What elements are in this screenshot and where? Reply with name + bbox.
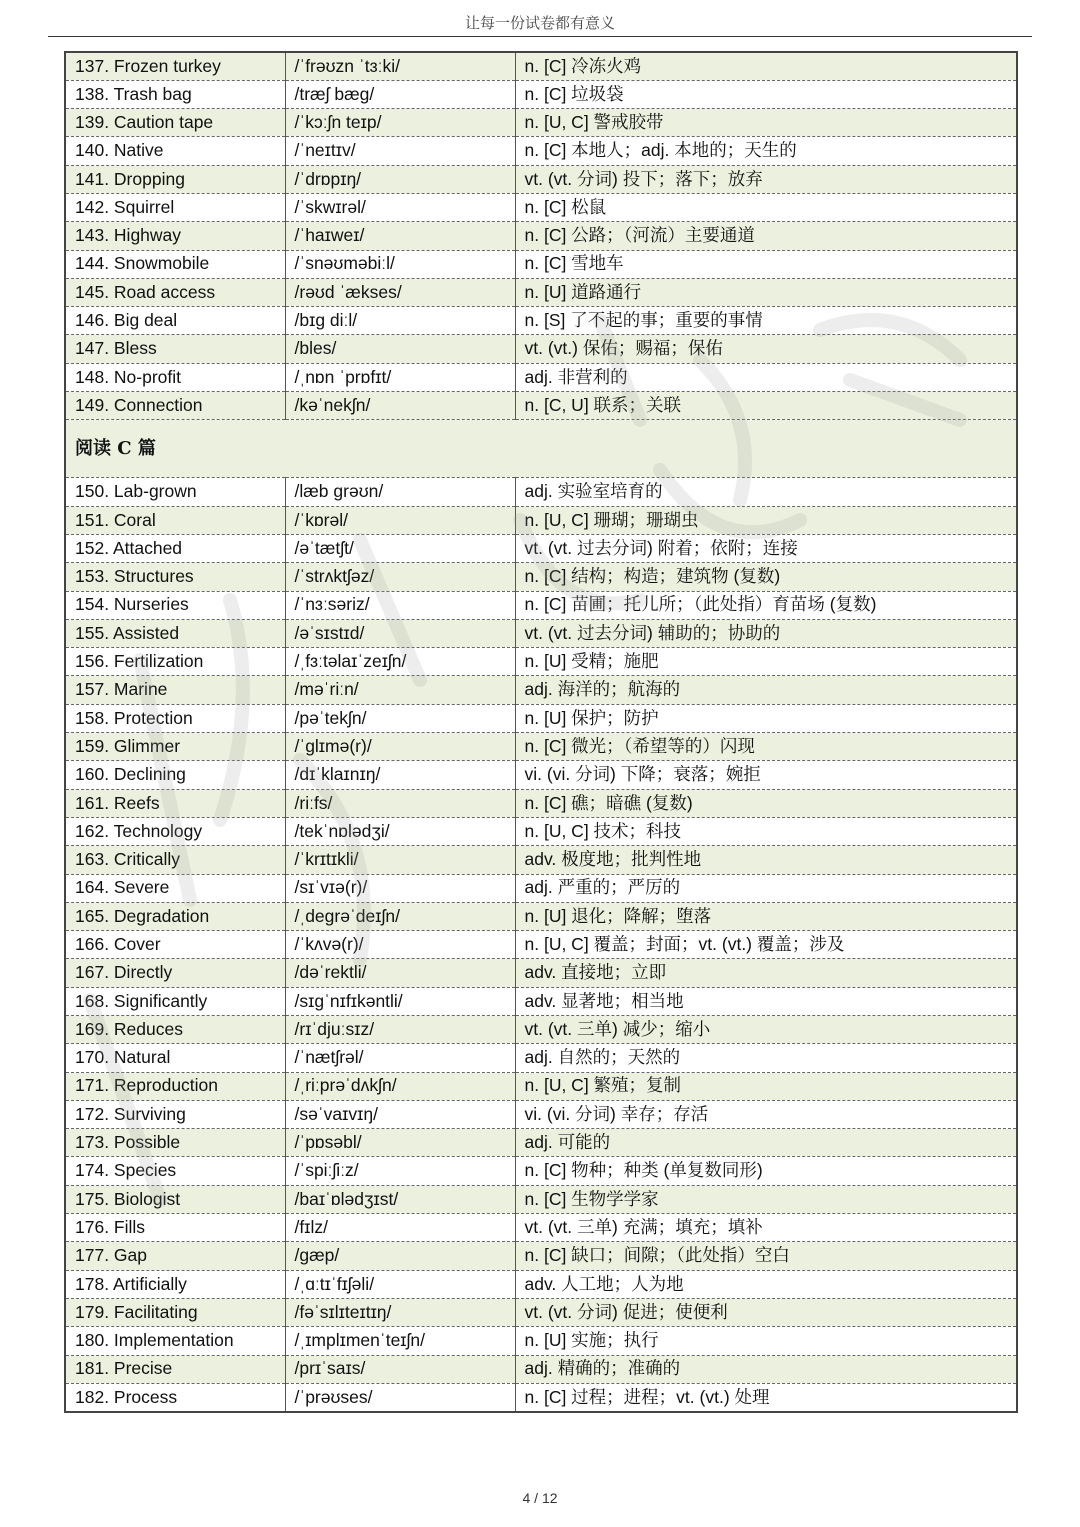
table-row [65,563,1017,591]
table-row [65,1044,1017,1072]
table-row [65,222,1017,250]
phonetic-cell: /ˈstrʌktʃəz/ [285,563,515,591]
word-cell: 174. Species [65,1157,285,1185]
page-total: 12 [541,1490,558,1506]
phonetic-cell: /læb grəʊn/ [285,478,515,506]
phonetic-cell: /dɪˈklaɪnɪŋ/ [285,761,515,789]
meaning-cell: n. [C] 微光；（希望等的）闪现 [515,733,1017,761]
phonetic-cell: /ˈglɪmə(r)/ [285,733,515,761]
phonetic-cell: /prɪˈsaɪs/ [285,1355,515,1383]
meaning-cell: n. [U] 保护；防护 [515,704,1017,732]
meaning-cell: n. [C] 结构；构造；建筑物 (复数) [515,563,1017,591]
phonetic-cell: /ˌfɜːtəlaɪˈzeɪʃn/ [285,648,515,676]
word-cell: 176. Fills [65,1214,285,1242]
meaning-cell: n. [U] 道路通行 [515,278,1017,306]
word-cell: 165. Degradation [65,902,285,930]
phonetic-cell: /əˈsɪstɪd/ [285,619,515,647]
table-row [65,1157,1017,1185]
table-row [65,1383,1017,1411]
table-row [65,874,1017,902]
section-title: 阅读 C 篇 [65,420,1017,478]
word-cell: 175. Biologist [65,1185,285,1213]
word-cell: 157. Marine [65,676,285,704]
meaning-cell: n. [U, C] 警戒胶带 [515,109,1017,137]
phonetic-cell: /tekˈnɒlədʒi/ [285,817,515,845]
word-cell: 142. Squirrel [65,193,285,221]
word-cell: 138. Trash bag [65,80,285,108]
table-row [65,1327,1017,1355]
phonetic-cell: /baɪˈɒlədʒɪst/ [285,1185,515,1213]
word-cell: 143. Highway [65,222,285,250]
phonetic-cell: /məˈriːn/ [285,676,515,704]
table-row [65,1072,1017,1100]
meaning-cell: adj. 实验室培育的 [515,478,1017,506]
meaning-cell: vt. (vt. 过去分词) 附着；依附；连接 [515,534,1017,562]
word-cell: 162. Technology [65,817,285,845]
word-cell: 182. Process [65,1383,285,1411]
word-cell: 164. Severe [65,874,285,902]
meaning-cell: adj. 严重的；严厉的 [515,874,1017,902]
word-cell: 163. Critically [65,846,285,874]
meaning-cell: adv. 极度地；批判性地 [515,846,1017,874]
word-cell: 140. Native [65,137,285,165]
table-row [65,648,1017,676]
word-cell: 160. Declining [65,761,285,789]
table-row [65,165,1017,193]
meaning-cell: n. [U] 受精；施肥 [515,648,1017,676]
meaning-cell: n. [C] 过程；进程；vt. (vt.) 处理 [515,1383,1017,1411]
word-cell: 156. Fertilization [65,648,285,676]
meaning-cell: vi. (vi. 分词) 幸存；存活 [515,1100,1017,1128]
phonetic-cell: /ˌriːprəˈdʌkʃn/ [285,1072,515,1100]
phonetic-cell: /riːfs/ [285,789,515,817]
table-row [65,591,1017,619]
meaning-cell: n. [C] 雪地车 [515,250,1017,278]
word-cell: 154. Nurseries [65,591,285,619]
table-row [65,392,1017,420]
phonetic-cell: /ˈneɪtɪv/ [285,137,515,165]
table-row [65,1242,1017,1270]
table-row [65,959,1017,987]
word-cell: 148. No-profit [65,363,285,391]
table-row [65,193,1017,221]
word-cell: 173. Possible [65,1129,285,1157]
word-cell: 166. Cover [65,931,285,959]
table-row [65,704,1017,732]
word-cell: 172. Surviving [65,1100,285,1128]
meaning-cell: n. [C] 垃圾袋 [515,80,1017,108]
word-cell: 161. Reefs [65,789,285,817]
phonetic-cell: /ˈdrɒpɪŋ/ [285,165,515,193]
meaning-cell: adj. 海洋的；航海的 [515,676,1017,704]
word-cell: 178. Artificially [65,1270,285,1298]
phonetic-cell: /ˈspiːʃiːz/ [285,1157,515,1185]
table-row [65,478,1017,506]
phonetic-cell: /ˈnɜːsəriz/ [285,591,515,619]
section-header-row [65,420,1017,478]
phonetic-cell: /ˈsnəʊməbiːl/ [285,250,515,278]
phonetic-cell: /fəˈsɪlɪteɪtɪŋ/ [285,1298,515,1326]
meaning-cell: n. [C, U] 联系；关联 [515,392,1017,420]
meaning-cell: adj. 精确的；准确的 [515,1355,1017,1383]
word-cell: 177. Gap [65,1242,285,1270]
table-row [65,250,1017,278]
phonetic-cell: /ˈkʌvə(r)/ [285,931,515,959]
meaning-cell: n. [C] 缺口；间隙；（此处指）空白 [515,1242,1017,1270]
word-cell: 155. Assisted [65,619,285,647]
word-cell: 168. Significantly [65,987,285,1015]
word-cell: 171. Reproduction [65,1072,285,1100]
phonetic-cell: /ˈkrɪtɪkli/ [285,846,515,874]
phonetic-cell: /ˈnætʃrəl/ [285,1044,515,1072]
table-row [65,109,1017,137]
meaning-cell: n. [U] 实施；执行 [515,1327,1017,1355]
word-cell: 146. Big deal [65,307,285,335]
page-header: 让每一份试卷都有意义 [464,14,615,32]
phonetic-cell: /əˈtætʃt/ [285,534,515,562]
table-row [65,1298,1017,1326]
meaning-cell: adj. 非营利的 [515,363,1017,391]
word-cell: 180. Implementation [65,1327,285,1355]
table-row [65,80,1017,108]
phonetic-cell: /kəˈnekʃn/ [285,392,515,420]
table-row [65,363,1017,391]
word-cell: 137. Frozen turkey [65,52,285,80]
table-row [65,931,1017,959]
phonetic-cell: /ˈfrəʊzn ˈtɜːki/ [285,52,515,80]
table-row [65,987,1017,1015]
meaning-cell: n. [U, C] 珊瑚；珊瑚虫 [515,506,1017,534]
word-cell: 167. Directly [65,959,285,987]
phonetic-cell: /ˈkɔːʃn teɪp/ [285,109,515,137]
vocabulary-table [64,51,1018,1413]
table-row [65,1100,1017,1128]
meaning-cell: adv. 显著地；相当地 [515,987,1017,1015]
word-cell: 170. Natural [65,1044,285,1072]
word-cell: 141. Dropping [65,165,285,193]
word-cell: 149. Connection [65,392,285,420]
page-number [0,1490,1080,1506]
page-current: 4 [522,1490,531,1506]
phonetic-cell: /pəˈtekʃn/ [285,704,515,732]
phonetic-cell: /rɪˈdjuːsɪz/ [285,1016,515,1044]
table-row [65,1016,1017,1044]
meaning-cell: n. [C] 礁；暗礁 (复数) [515,789,1017,817]
table-row [65,278,1017,306]
meaning-cell: vt. (vt. 三单) 减少；缩小 [515,1016,1017,1044]
table-row [65,733,1017,761]
word-cell: 150. Lab-grown [65,478,285,506]
table-row [65,676,1017,704]
phonetic-cell: /ˈkɒrəl/ [285,506,515,534]
meaning-cell: vt. (vt. 分词) 投下；落下；放弃 [515,165,1017,193]
word-cell: 153. Structures [65,563,285,591]
phonetic-cell: /ˌɪmplɪmenˈteɪʃn/ [285,1327,515,1355]
phonetic-cell: /sɪgˈnɪfɪkəntli/ [285,987,515,1015]
table-row [65,902,1017,930]
word-cell: 147. Bless [65,335,285,363]
word-cell: 159. Glimmer [65,733,285,761]
table-row [65,335,1017,363]
word-cell: 179. Facilitating [65,1298,285,1326]
meaning-cell: adj. 自然的；天然的 [515,1044,1017,1072]
table-row [65,307,1017,335]
phonetic-cell: /træʃ bæg/ [285,80,515,108]
meaning-cell: n. [U, C] 繁殖；复制 [515,1072,1017,1100]
meaning-cell: adv. 人工地；人为地 [515,1270,1017,1298]
meaning-cell: n. [C] 本地人；adj. 本地的；天生的 [515,137,1017,165]
phonetic-cell: /ˈpɒsəbl/ [285,1129,515,1157]
meaning-cell: n. [U, C] 覆盖；封面；vt. (vt.) 覆盖；涉及 [515,931,1017,959]
meaning-cell: vt. (vt. 过去分词) 辅助的；协助的 [515,619,1017,647]
phonetic-cell: /ˈhaɪweɪ/ [285,222,515,250]
table-row [65,1270,1017,1298]
table-row [65,1355,1017,1383]
table-row [65,52,1017,80]
phonetic-cell: /ˌdegrəˈdeɪʃn/ [285,902,515,930]
table-row [65,761,1017,789]
meaning-cell: n. [C] 松鼠 [515,193,1017,221]
meaning-cell: n. [C] 公路；（河流）主要通道 [515,222,1017,250]
meaning-cell: vt. (vt. 三单) 充满；填充；填补 [515,1214,1017,1242]
word-cell: 181. Precise [65,1355,285,1383]
meaning-cell: vi. (vi. 分词) 下降；衰落；婉拒 [515,761,1017,789]
word-cell: 144. Snowmobile [65,250,285,278]
table-row [65,846,1017,874]
meaning-cell: vt. (vt.) 保佑；赐福；保佑 [515,335,1017,363]
page-separator: / [534,1490,539,1506]
phonetic-cell: /səˈvaɪvɪŋ/ [285,1100,515,1128]
phonetic-cell: /fɪlz/ [285,1214,515,1242]
table-row [65,817,1017,845]
meaning-cell: n. [C] 生物学学家 [515,1185,1017,1213]
table-row [65,506,1017,534]
meaning-cell: n. [C] 苗圃；托儿所；（此处指）育苗场 (复数) [515,591,1017,619]
phonetic-cell: /ˈskwɪrəl/ [285,193,515,221]
phonetic-cell: /dəˈrektli/ [285,959,515,987]
meaning-cell: n. [C] 冷冻火鸡 [515,52,1017,80]
phonetic-cell: /ˌnɒn ˈprɒfɪt/ [285,363,515,391]
meaning-cell: adv. 直接地；立即 [515,959,1017,987]
meaning-cell: n. [C] 物种；种类 (单复数同形) [515,1157,1017,1185]
meaning-cell: vt. (vt. 分词) 促进；使便利 [515,1298,1017,1326]
phonetic-cell: /gæp/ [285,1242,515,1270]
word-cell: 151. Coral [65,506,285,534]
table-row [65,789,1017,817]
table-row [65,534,1017,562]
phonetic-cell: /rəʊd ˈækses/ [285,278,515,306]
table-row [65,1129,1017,1157]
meaning-cell: n. [U, C] 技术；科技 [515,817,1017,845]
meaning-cell: adj. 可能的 [515,1129,1017,1157]
meaning-cell: n. [S] 了不起的事；重要的事情 [515,307,1017,335]
table-row [65,619,1017,647]
word-cell: 169. Reduces [65,1016,285,1044]
table-row [65,1185,1017,1213]
phonetic-cell: /ˈprəʊses/ [285,1383,515,1411]
header-divider [48,36,1032,37]
phonetic-cell: /bles/ [285,335,515,363]
phonetic-cell: /bɪg diːl/ [285,307,515,335]
meaning-cell: n. [U] 退化；降解；堕落 [515,902,1017,930]
word-cell: 158. Protection [65,704,285,732]
word-cell: 145. Road access [65,278,285,306]
word-cell: 152. Attached [65,534,285,562]
table-row [65,1214,1017,1242]
phonetic-cell: /sɪˈvɪə(r)/ [285,874,515,902]
word-cell: 139. Caution tape [65,109,285,137]
phonetic-cell: /ˌɑːtɪˈfɪʃəli/ [285,1270,515,1298]
table-row [65,137,1017,165]
